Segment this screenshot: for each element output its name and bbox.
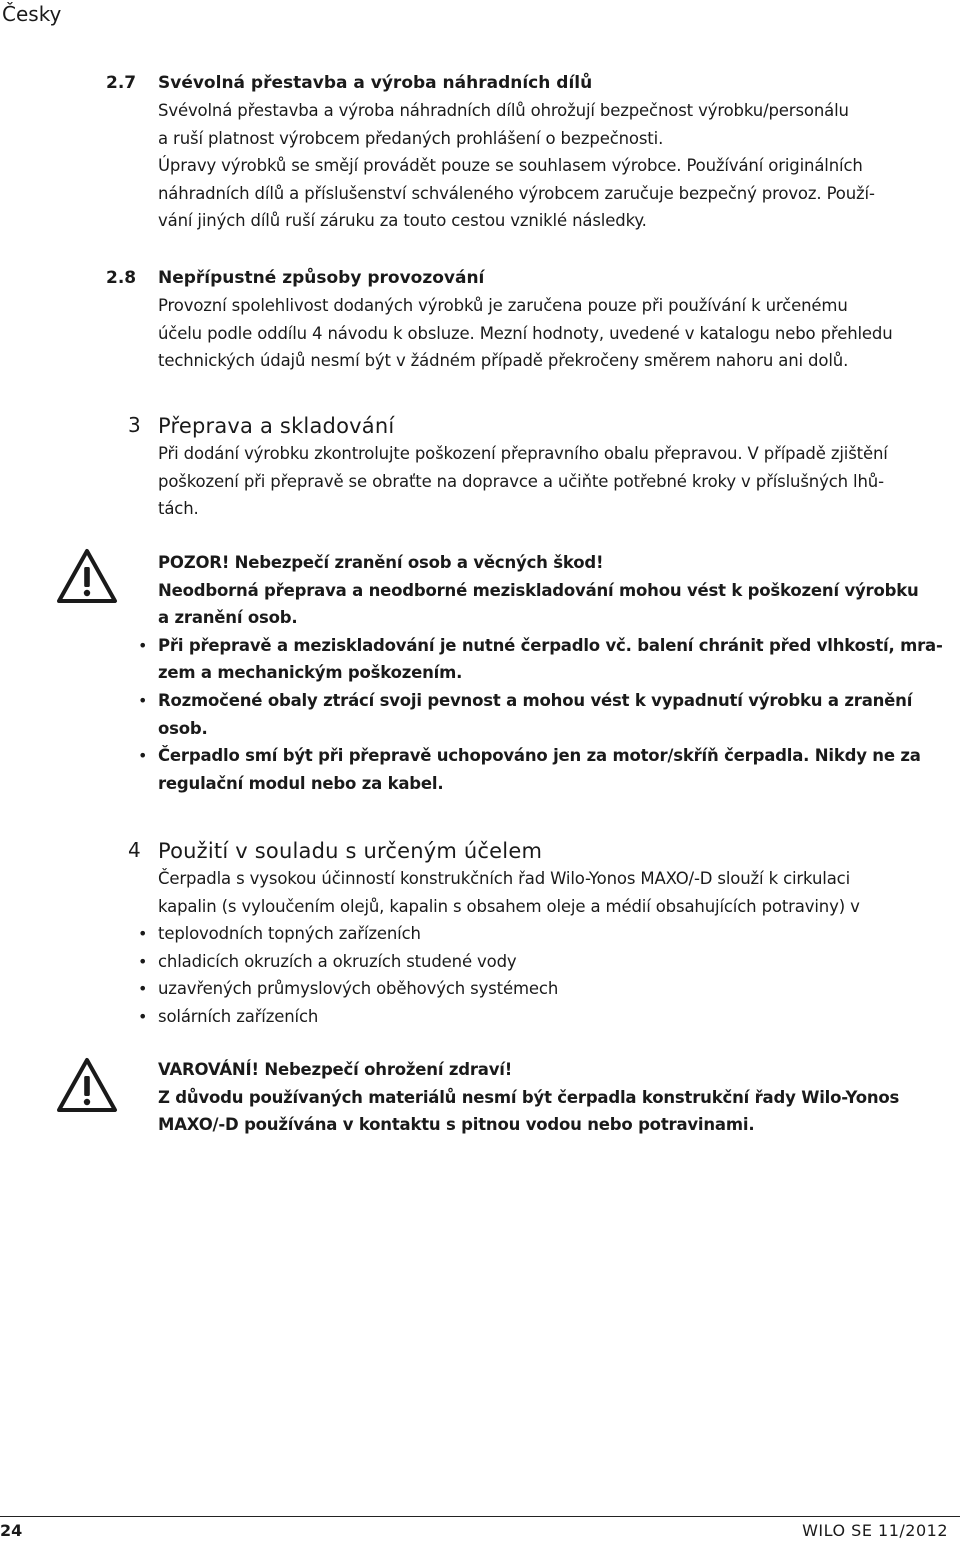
warning-triangle-icon xyxy=(56,548,118,604)
list-item: • uzavřených průmyslových oběhových systémech xyxy=(158,975,948,1003)
warning-triangle-icon xyxy=(56,1057,118,1113)
list-item: • Čerpadlo smí být při přepravě uchopováno jen za motor/skříň čerpadla. Nikdy ne za regulační modul nebo za kabel. xyxy=(158,742,948,797)
section-number: 2.8 xyxy=(106,268,137,288)
text-line: kapalin (s vyloučením olejů, kapalin s obsahem oleje a médií obsahujících potraviny) v xyxy=(158,896,860,916)
text-line: technických údajů nesmí být v žádném případě překročeny směrem nahoru ani dolů. xyxy=(158,351,849,371)
language-label: Česky xyxy=(2,2,62,26)
warning-bullet-list xyxy=(138,632,948,798)
section-title: Svévolná přestavba a výroba náhradních dílů xyxy=(158,73,593,93)
publisher-date: WILO SE 11/2012 xyxy=(802,1521,948,1540)
warning-line: a zranění osob. xyxy=(158,608,298,628)
text-line: náhradních dílů a příslušenství schváleného výrobcem zaručuje bezpečný provoz. Použí- xyxy=(158,183,875,203)
list-item: • teplovodních topných zařízeních xyxy=(158,920,948,948)
text-line: Svévolná přestavba a výroba náhradních dílů ohrožují bezpečnost výrobku/personálu xyxy=(158,101,849,120)
text-line: poškození při přepravě se obraťte na dopravce a učiňte potřebné kroky v příslušných lhů- xyxy=(158,471,884,491)
page-footer xyxy=(0,1516,960,1541)
text-line: Čerpadla s vysokou účinností konstrukčních řad Wilo-Yonos MAXO/-D slouží k cirkulaci xyxy=(158,869,851,888)
bullet-icon: • xyxy=(138,1006,148,1026)
section-title: Použití v souladu s určeným účelem xyxy=(158,839,543,863)
text-line: a ruší platnost výrobcem předaných prohlášení o bezpečnosti. xyxy=(158,128,664,148)
text-line: tách. xyxy=(158,499,199,519)
text-line: Při dodání výrobku zkontrolujte poškození přepravního obalu přepravou. V případě zjištění xyxy=(158,444,888,463)
section-number: 3 xyxy=(128,413,141,437)
list-item: • Při přepravě a meziskladování je nutné čerpadlo vč. balení chránit před vlhkostí, mra- zem a mechanickým poškozením. xyxy=(158,632,948,687)
warning-title: VAROVÁNÍ! Nebezpečí ohrožení zdraví! xyxy=(158,1060,513,1079)
bullet-icon: • xyxy=(138,746,148,766)
warning-line: Z důvodu používaných materiálů nesmí být čerpadla konstrukční řady Wilo-Yonos xyxy=(158,1087,900,1107)
bullet-icon: • xyxy=(138,924,148,944)
text-line: účelu podle oddílu 4 návodu k obsluze. Mezní hodnoty, uvedené v katalogu nebo přehledu xyxy=(158,323,893,343)
application-list xyxy=(138,920,948,1030)
section-number: 4 xyxy=(128,838,141,862)
warning-line: Neodborná přeprava a neodborné meziskladování mohou vést k poškození výrobku xyxy=(158,580,919,600)
bullet-icon: • xyxy=(138,979,148,999)
warning-title: POZOR! Nebezpečí zranění osob a věcných škod! xyxy=(158,553,604,572)
bullet-icon: • xyxy=(138,635,148,655)
text-line: Provozní spolehlivost dodaných výrobků je zaručena pouze při používání k určenému xyxy=(158,296,848,315)
bullet-icon: • xyxy=(138,951,148,971)
text-line: vání jiných dílů ruší záruku za touto cestou vzniklé následky. xyxy=(158,211,647,231)
list-item: • solárních zařízeních xyxy=(158,1003,948,1031)
list-item: • Rozmočené obaly ztrácí svoji pevnost a mohou vést k vypadnutí výrobku a zranění osob. xyxy=(158,687,948,742)
list-item: • chladicích okruzích a okruzích studené vody xyxy=(158,948,948,976)
bullet-icon: • xyxy=(138,690,148,710)
section-number: 2.7 xyxy=(106,73,137,93)
text-line: Úpravy výrobků se smějí provádět pouze se souhlasem výrobce. Používání originálních xyxy=(158,156,863,176)
warning-line: MAXO/-D používána v kontaktu s pitnou vodou nebo potravinami. xyxy=(158,1115,755,1135)
section-title: Přeprava a skladování xyxy=(158,414,395,438)
page-number: 24 xyxy=(0,1521,23,1540)
section-title: Nepřípustné způsoby provozování xyxy=(158,268,485,288)
